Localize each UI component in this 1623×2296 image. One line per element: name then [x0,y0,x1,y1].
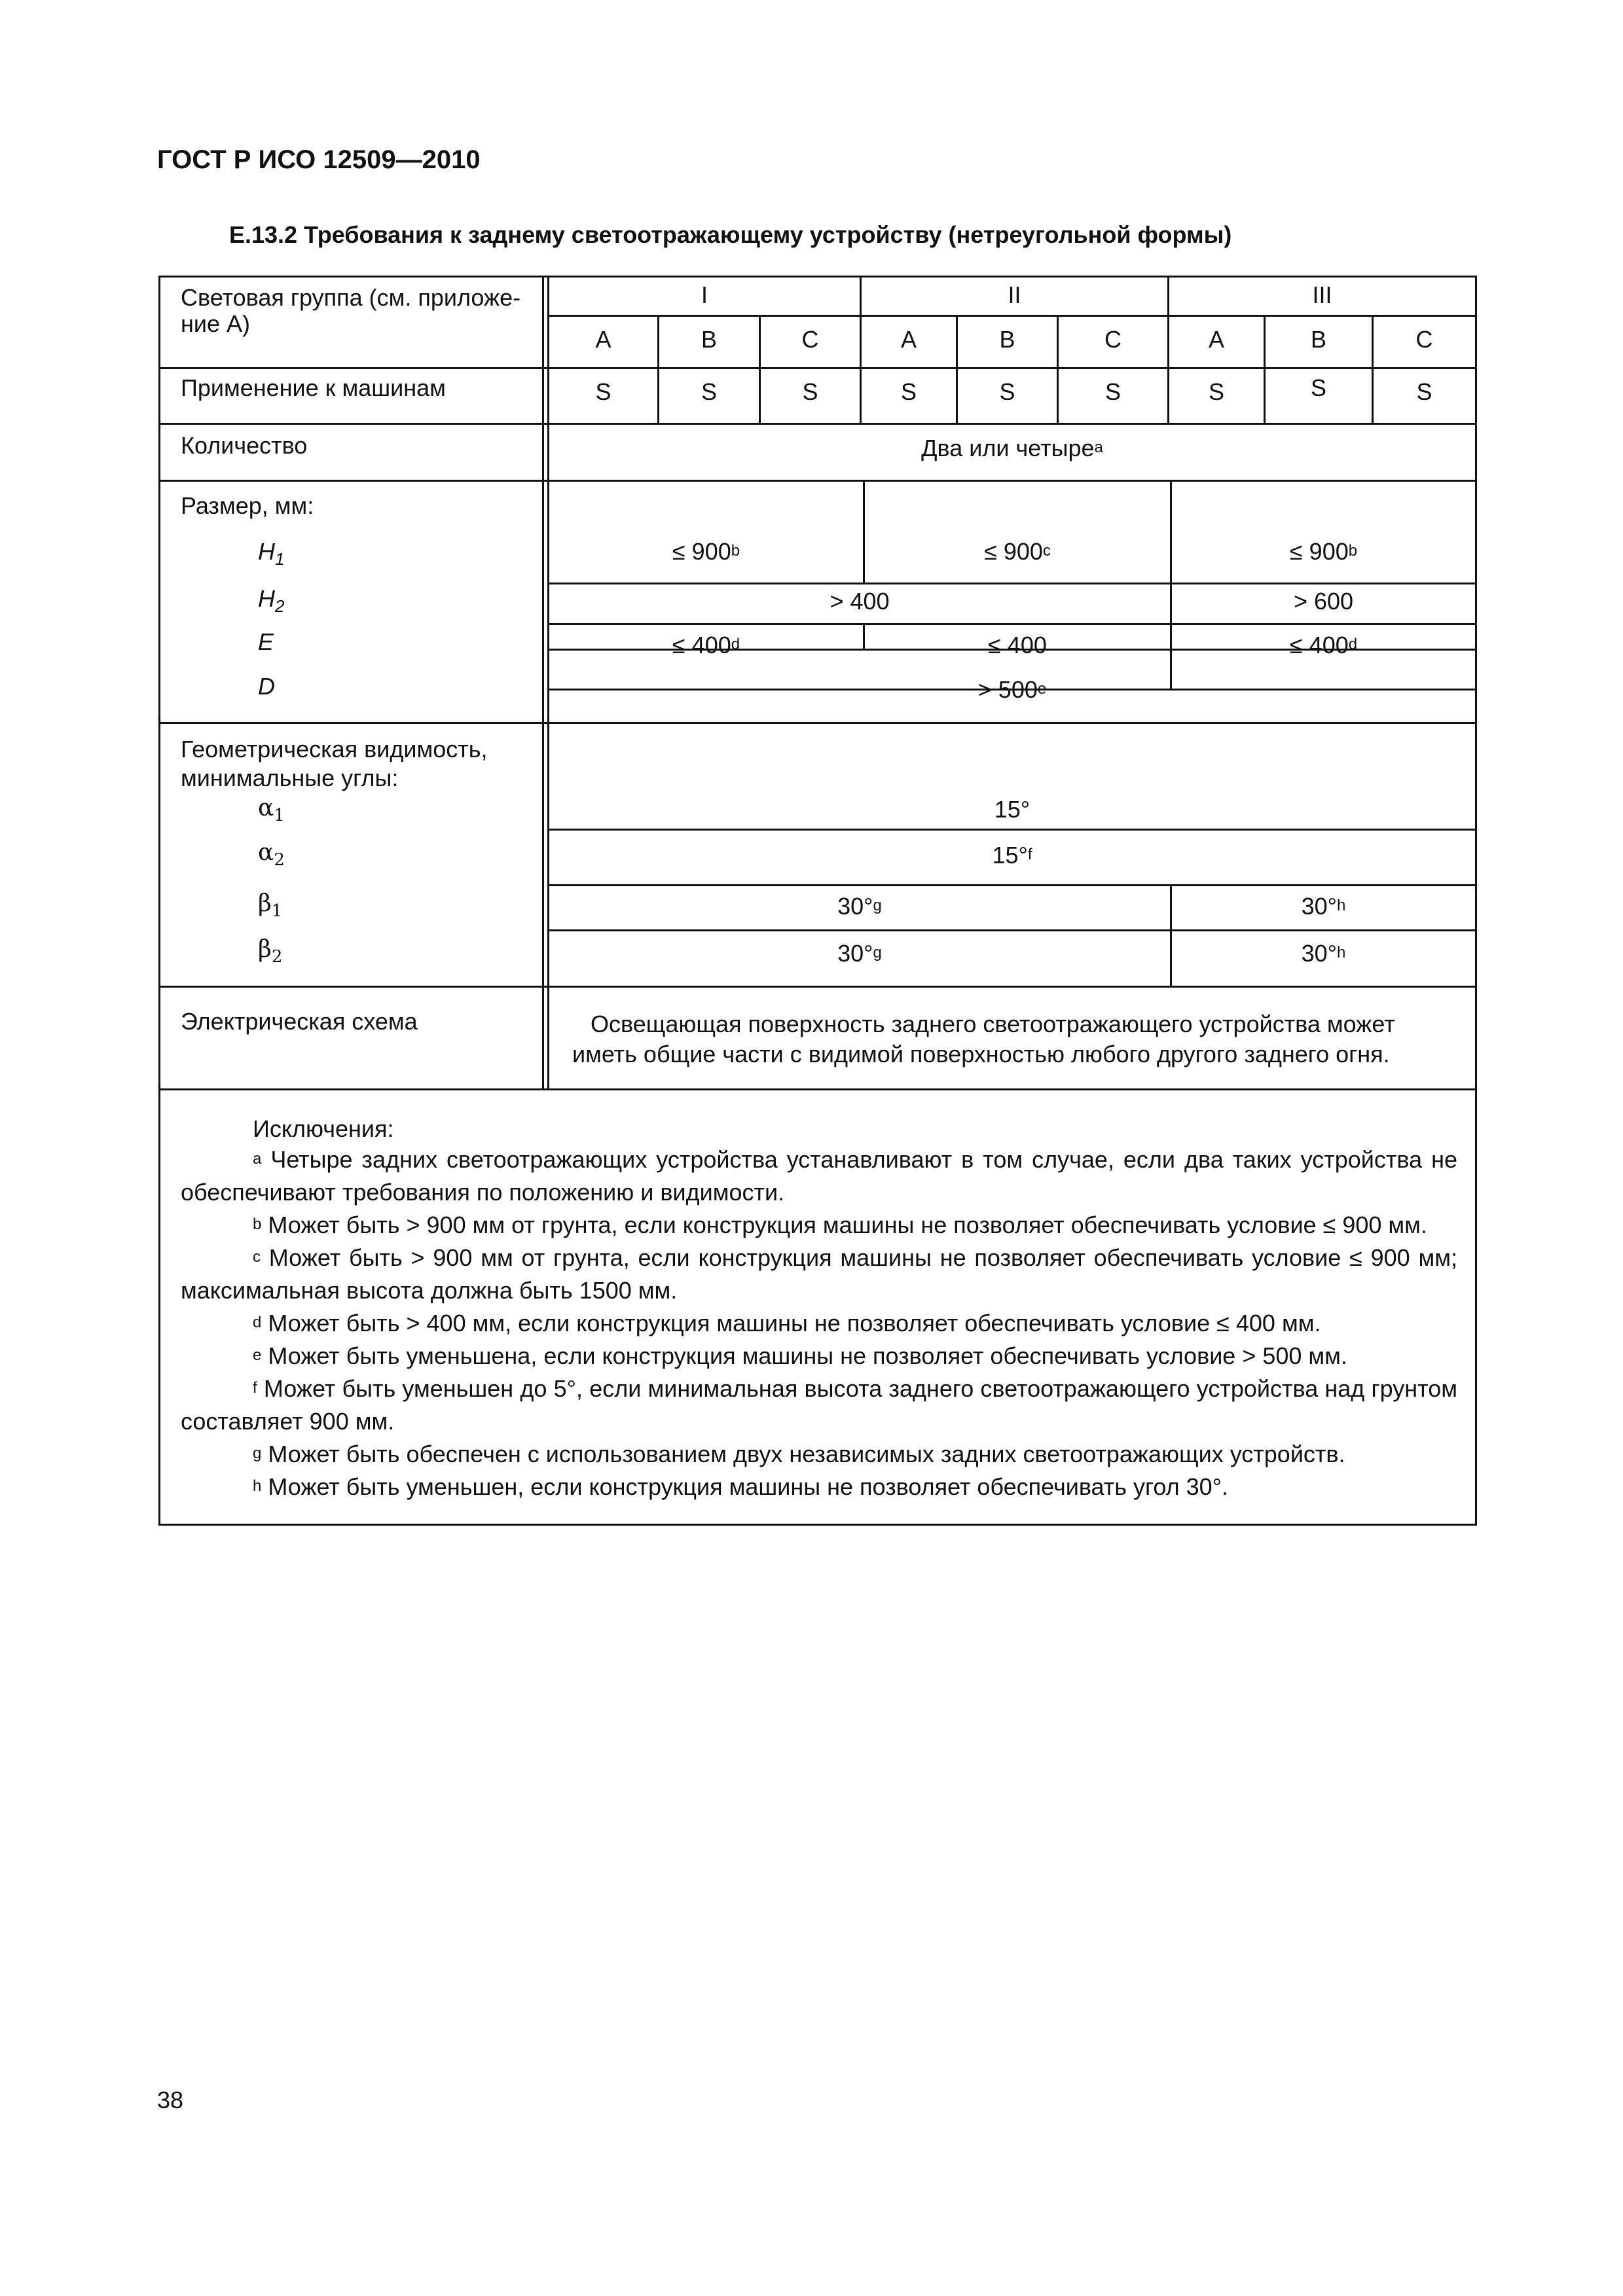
size-label: Размер, мм: [181,492,314,519]
application-cell: S [802,378,818,405]
note-b: $^b$ Может быть > 900 мм от грунта, если конструкция машины не позволяет обеспечивать условие ≤ 900 мм. [253,1211,1427,1238]
subgroup-cell: B [1310,326,1326,353]
note-g: $^g$ Может быть обеспечен с использованием двух независимых задних светоотражающих устройств. [253,1441,1345,1467]
d-symbol: D [258,673,275,700]
table-border-bottom [158,1524,1477,1526]
quantity-label: Количество [181,432,308,459]
note-e: $^e$ Может быть уменьшена, если конструкция машины не позволяет обеспечивать условие > 500 мм. [253,1342,1347,1369]
row-divider [158,423,1477,425]
application-cell: S [999,378,1015,405]
d-all-groups: > $500^e$ [977,676,1047,703]
h1-group1: ≤ $900^b$ [672,538,740,565]
group-divider [863,480,865,584]
table-border-top [158,276,1477,278]
beta2-groups12: 30°$^g$ [837,940,882,967]
page-number: 38 [157,2087,184,2113]
row-divider [158,480,1477,482]
subgroup-cell: B [701,326,717,353]
column-divider [542,276,544,1090]
application-cell: S [1310,374,1326,401]
subgroup-cell: B [999,326,1015,353]
row-divider [158,986,1477,988]
application-label: Применение к машинам [181,374,446,401]
table-border-right [1475,276,1477,1526]
note-c: $^c$ Может быть > 900 мм от грунта, если конструкция машины не позволяет обеспечивать условие ≤ 900 мм; максимальная высота должна быть 1500 мм. [181,1244,1457,1304]
e-group2: ≤ 400 [988,632,1047,658]
application-cell: S [701,378,717,405]
electrical-label: Электрическая схема [181,1008,418,1035]
visibility-label: Геометрическая видимость, [181,736,488,762]
subgroup-cell: A [595,326,611,353]
h1-group2: ≤ $900^c$ [984,538,1051,565]
note-f: $^f$ Может быть уменьшен до 5°, если минимальная высота заднего светоотражающего устройства над грунтом составляет 900 мм. [181,1375,1457,1435]
e-group3: ≤ $400^d$ [1289,632,1358,658]
beta1-groups12: 30°$^g$ [837,893,882,920]
h2-symbol: $H_2$ [258,585,285,616]
alpha1-symbol: $\alpha_1$ [258,795,285,825]
document-id: ГОСТ Р ИСО 12509—2010 [157,145,481,174]
subgroup-cell: A [1208,326,1224,353]
section-title: E.13.2 Требования к заднему светоотражающему устройству (нетреугольной формы) [229,221,1232,248]
alpha2-value: 15°$^f$ [992,842,1032,869]
size-row-divider [547,583,1477,584]
row-divider [158,722,1477,724]
group-III: III [1312,281,1332,308]
electrical-text: Освещающая поверхность заднего светоотражающего устройства может [591,1011,1395,1037]
group-II: II [1008,281,1021,308]
subgroup-cell: C [801,326,819,353]
notes-title: Исключения: [253,1115,394,1142]
application-cell: S [1104,378,1121,405]
header-subrow-divider [547,315,1477,317]
application-cell: S [595,378,611,405]
application-cell: S [1416,378,1432,405]
beta1-symbol: $\beta_1$ [258,890,283,921]
beta1-group3: 30°$^h$ [1301,893,1346,920]
requirements-table [158,276,1477,1526]
h2-group3: > 600 [1293,588,1354,615]
note-d: $^d$ Может быть > 400 мм, если конструкция машины не позволяет обеспечивать условие ≤ 400 мм. [253,1310,1321,1336]
light-group-label-cont: ние А) [181,310,251,337]
alpha2-symbol: $\alpha_2$ [258,839,285,870]
subgroup-cell: C [1104,326,1122,353]
angle-row-divider [547,884,1477,886]
group-I: I [701,281,708,308]
table-border-left [158,276,160,1526]
e-symbol: E [258,628,274,655]
alpha1-value: 15° [994,796,1030,823]
subgroup-cell: A [900,326,917,353]
quantity-value: Два или четыре$^a$ [921,435,1103,461]
h2-groups12: > 400 [830,588,890,615]
row-divider [158,367,1477,369]
angle-row-divider [547,929,1477,931]
subgroup-cell: C [1415,326,1433,353]
beta2-group3: 30°$^h$ [1301,940,1346,967]
beta2-symbol: $\beta_2$ [258,936,283,967]
note-h: $^h$ Может быть уменьшен, если конструкция машины не позволяет обеспечивать угол 30°. [253,1473,1229,1500]
size-row-divider [547,623,1477,625]
e-group1: ≤ $400^d$ [672,632,740,658]
electrical-text-cont: иметь общие части с видимой поверхностью любого другого заднего огня. [572,1041,1390,1067]
visibility-label-cont: минимальные углы: [181,764,399,791]
light-group-label: Световая группа (см. приложе- [181,284,521,311]
application-cell: S [900,378,917,405]
h1-group3: ≤ $900^b$ [1289,538,1358,565]
angle-row-divider [547,829,1477,831]
note-a: $^a$ Четыре задних светоотражающих устройства устанавливают в том случае, если два таких устройства не обеспечивают требования по положению и видимости. [181,1146,1457,1206]
application-cell: S [1208,378,1224,405]
h1-symbol: $H_1$ [258,538,285,569]
row-divider [158,1088,1477,1090]
